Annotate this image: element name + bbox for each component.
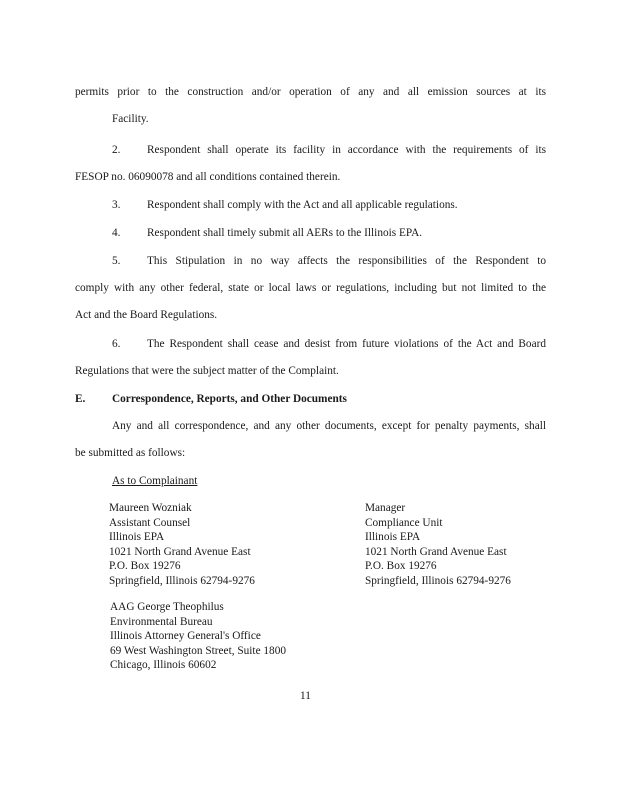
paragraph-line: Act and the Board Regulations. [75,309,218,321]
section-heading: Correspondence, Reports, and Other Documents [112,393,347,405]
address-line: Compliance Unit [365,516,443,529]
item-number: 2. [112,144,121,156]
page-number: 11 [300,690,311,702]
address-block-right [365,501,511,588]
paragraph-line: Respondent shall timely submit all AERs to the Illinois EPA. [147,227,423,239]
paragraph-line: Regulations that were the subject matter of the Complaint. [75,365,339,377]
address-line: P.O. Box 19276 [365,560,437,572]
address-line: 69 West Washington Street, Suite 1800 [110,644,286,657]
paragraph-line: Any and all correspondence, and any other documents, except for penalty payments, shall [112,420,546,432]
paragraph-line: Respondent shall operate its facility in accordance with the requirements of its [147,144,546,156]
paragraph-line: This Stipulation in no way affects the responsibilities of the Respondent to [147,255,546,267]
item-number: 4. [112,227,121,239]
address-line: Chicago, Illinois 60602 [110,659,217,671]
paragraph-line: permits prior to the construction and/or operation of any and all emission sources at its [75,86,546,98]
address-line: Illinois EPA [365,531,421,543]
address-line: P.O. Box 19276 [109,560,181,572]
address-line: Springfield, Illinois 62794-9276 [109,574,255,587]
address-block-left [109,501,255,588]
address-line: 1021 North Grand Avenue East [109,545,251,558]
item-number: 5. [112,255,121,267]
paragraph-line: Facility. [112,113,149,125]
paragraph-line: comply with any other federal, state or local laws or regulations, including but not limited to the [75,282,546,294]
address-line: Illinois Attorney General's Office [110,630,261,642]
paragraph-line: The Respondent shall cease and desist from future violations of the Act and Board [147,338,546,350]
address-line: Manager [365,502,406,514]
section-letter: E. [75,393,86,405]
paragraph-line: Respondent shall comply with the Act and all applicable regulations. [147,199,458,211]
paragraph-line: FESOP no. 06090078 and all conditions contained therein. [75,171,341,183]
address-line: AAG George Theophilus [110,601,224,613]
address-block-ag [110,600,286,673]
address-line: Illinois EPA [109,531,165,543]
as-to-complainant-label: As to Complainant [112,475,198,487]
item-number: 6. [112,338,121,350]
paragraph-line: be submitted as follows: [75,447,186,459]
address-line: Environmental Bureau [110,615,213,628]
item-number: 3. [112,199,121,211]
address-line: Maureen Wozniak [109,502,192,514]
address-line: Assistant Counsel [109,516,191,529]
address-line: 1021 North Grand Avenue East [365,545,507,558]
address-line: Springfield, Illinois 62794-9276 [365,574,511,587]
